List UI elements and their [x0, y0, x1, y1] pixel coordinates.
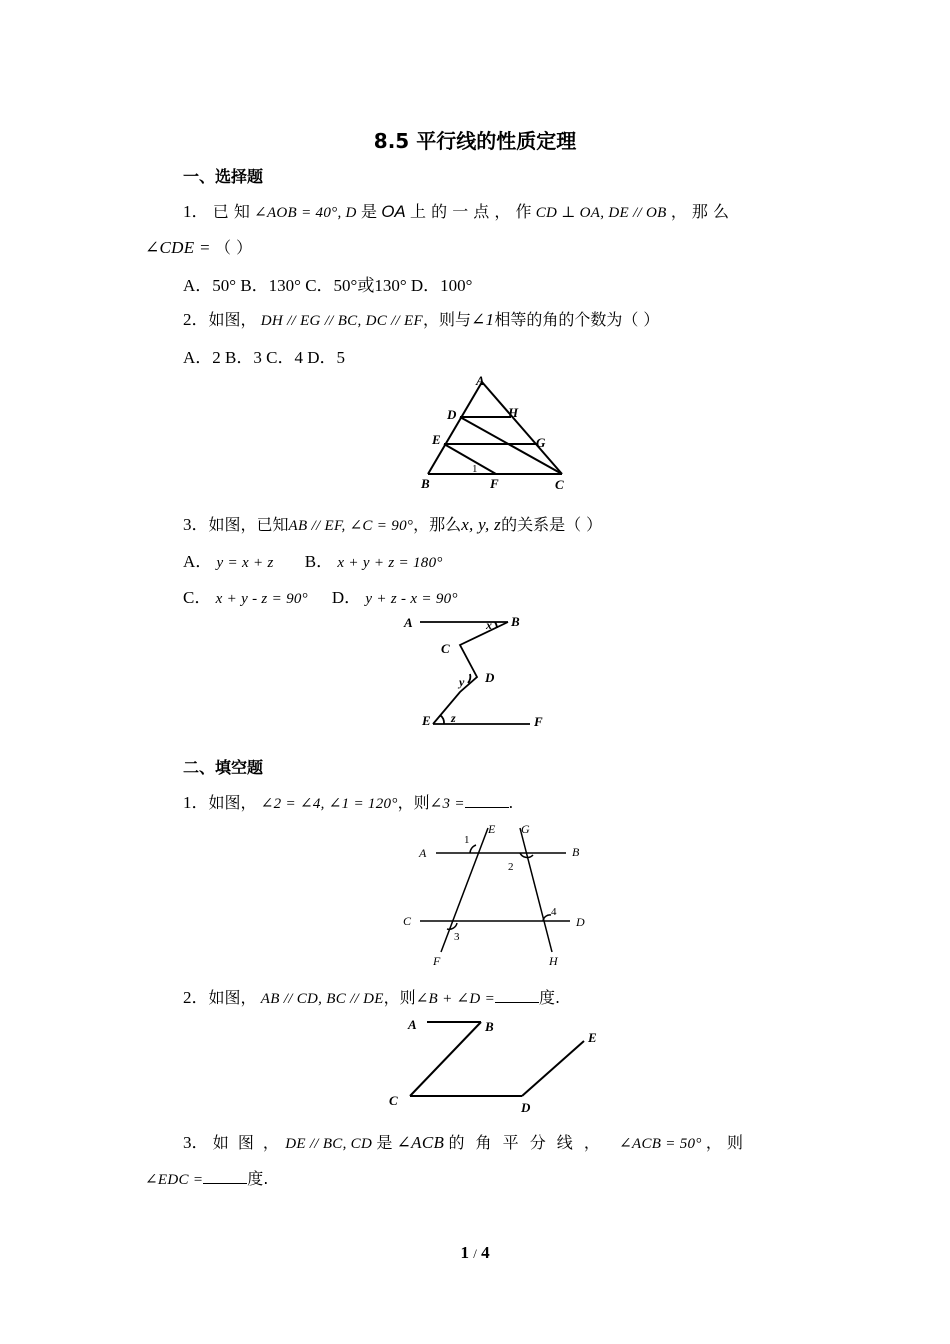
- label-angle-1: 1: [464, 834, 470, 846]
- label-C: C: [389, 1093, 398, 1108]
- answer-blank[interactable]: [203, 1171, 247, 1184]
- math-expression: ∠AOB = 40°, D: [254, 205, 357, 221]
- line-EF: [444, 444, 496, 474]
- math-expression: ∠2 = ∠4, ∠1 = 120°: [260, 796, 398, 812]
- math-expression: CD ⊥ OA, DE // OB: [535, 205, 667, 221]
- label-angle-3: 3: [454, 931, 460, 943]
- question-1-line-2: ∠CDE = （ ）: [145, 238, 253, 257]
- fill-question-2: 2．如图， AB // CD, BC // DE，则∠B + ∠D = 度.: [183, 988, 561, 1007]
- label-y: y: [459, 675, 465, 689]
- label-F: F: [490, 476, 499, 491]
- fill-question-3-line-1: 3． 如 图 ， DE // BC, CD 是 ∠ACB 的 角 平 分 线 ， ∠ACB = 50° ， 则: [183, 1133, 744, 1152]
- section-heading-fill: 二、填空题: [183, 758, 264, 777]
- label-B: B: [511, 614, 520, 629]
- line-AC: [482, 382, 562, 474]
- arc-1: [470, 845, 476, 853]
- line-DE: [522, 1041, 584, 1096]
- question-3-options-ab: A． y = x + z B． x + y + z = 180°: [183, 552, 443, 571]
- label-F: F: [534, 714, 543, 729]
- math-expression: AB // CD, BC // DE: [260, 991, 384, 1007]
- label-angle-2: 2: [508, 861, 514, 873]
- label-x: x: [486, 618, 492, 632]
- label-A: A: [408, 1017, 417, 1032]
- question-3-line: 3．如图，已知AB // EF, ∠C = 90°，那么x, y, z的关系是（ ）: [183, 515, 603, 534]
- question-1-options: A．50° B．130° C．50°或130° D．100°: [183, 276, 473, 295]
- figure-parallel-transversals: [400, 818, 600, 968]
- label-E: E: [432, 432, 441, 447]
- math-expression: AB // EF, ∠C = 90°: [288, 518, 414, 534]
- question-1-line-1: 1． 已 知 ∠AOB = 40°, D 是 OA 上 的 一 点 ， 作 CD ⊥ OA, DE // OB ， 那 么: [183, 202, 730, 221]
- label-G: G: [536, 435, 546, 450]
- question-2-options: A．2 B．3 C．4 D．5: [183, 348, 345, 367]
- arc-z: [440, 715, 444, 724]
- line-BC: [410, 1022, 481, 1096]
- label-G: G: [521, 822, 530, 836]
- fill-question-1: 1．如图， ∠2 = ∠4, ∠1 = 120°，则∠3 = .: [183, 793, 514, 812]
- label-A: A: [419, 846, 427, 860]
- polyline-BCDE: [433, 622, 508, 724]
- label-C: C: [441, 641, 450, 656]
- fill-question-3-line-2: ∠EDC = 度.: [145, 1169, 269, 1188]
- math-expression: DE // BC, CD: [285, 1136, 373, 1152]
- label-B: B: [572, 845, 580, 859]
- math-expression: DH // EG // BC, DC // EF: [260, 313, 423, 329]
- arc-y: [468, 674, 470, 683]
- line-GH: [520, 828, 552, 952]
- label-H: H: [549, 954, 558, 968]
- label-D: D: [447, 407, 457, 422]
- section-heading-choice: 一、选择题: [183, 167, 264, 186]
- question-2-line: 2．如图， DH // EG // BC, DC // EF，则与∠1相等的角的个数为（ ）: [183, 310, 660, 329]
- label-F: F: [433, 954, 441, 968]
- label-D: D: [576, 915, 585, 929]
- label-A: A: [404, 615, 413, 630]
- label-A: A: [476, 373, 485, 388]
- label-D: D: [521, 1100, 531, 1115]
- label-C: C: [403, 914, 412, 928]
- page-number: 1 / 4: [460, 1243, 490, 1262]
- label-angle-1: 1: [472, 463, 478, 475]
- label-E: E: [488, 822, 496, 836]
- figure-triangle: [410, 372, 580, 492]
- label-B: B: [485, 1019, 494, 1034]
- answer-blank[interactable]: [465, 795, 509, 808]
- answer-blank[interactable]: [495, 990, 539, 1003]
- label-E: E: [422, 713, 431, 728]
- page-title: 8.5 平行线的性质定理: [373, 129, 577, 153]
- label-z: z: [451, 711, 456, 725]
- label-B: B: [421, 476, 430, 491]
- line-EF: [441, 828, 488, 952]
- figure-z-shape: [385, 1015, 615, 1120]
- label-C: C: [555, 477, 564, 492]
- label-H: H: [508, 405, 519, 420]
- figure-zigzag: [400, 612, 560, 732]
- label-D: D: [485, 670, 495, 685]
- label-angle-4: 4: [551, 906, 557, 918]
- question-3-options-cd: C． x + y - z = 90° D． y + z - x = 90°: [183, 588, 458, 607]
- label-E: E: [588, 1030, 597, 1045]
- question-number: 1．: [183, 202, 209, 221]
